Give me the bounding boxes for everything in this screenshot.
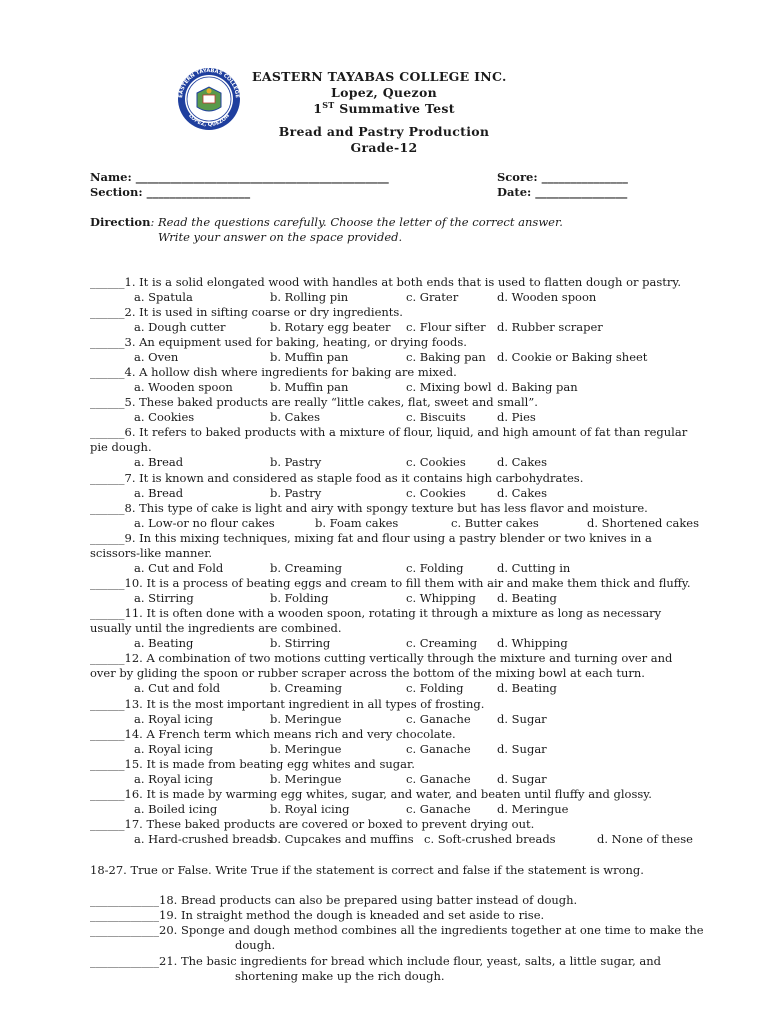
question-13-choice-a: a. Royal icing bbox=[134, 712, 214, 726]
question-15-choice-c: c. Ganache bbox=[406, 772, 471, 786]
question-10-choice-d: d. Beating bbox=[497, 591, 557, 605]
question-1-choice-a: a. Spatula bbox=[134, 290, 193, 304]
name-field[interactable]: Name: ____________________________________________ bbox=[90, 170, 389, 184]
tf-item-21-text: ____________21. The basic ingredients for bread which include flour, yeast, salts, a little sugar, and bbox=[90, 954, 662, 968]
question-12-choice-c: c. Folding bbox=[406, 681, 464, 695]
question-3-choice-d: d. Cookie or Baking sheet bbox=[497, 350, 648, 364]
question-1-choice-d: d. Wooden spoon bbox=[497, 290, 597, 304]
question-4-choice-a: a. Wooden spoon bbox=[134, 380, 233, 394]
question-15-choice-d: d. Sugar bbox=[497, 772, 547, 786]
question-4-choice-c: c. Mixing bowl bbox=[406, 380, 492, 394]
question-5-choice-c: c. Biscuits bbox=[406, 410, 466, 424]
question-2-choice-b: b. Rotary egg beater bbox=[270, 320, 391, 334]
question-16-choice-d: d. Meringue bbox=[497, 802, 569, 816]
question-5-choice-b: b. Cakes bbox=[270, 410, 321, 424]
question-5-text: ______5. These baked products are really “little cakes, flat, sweet and small”. bbox=[90, 395, 538, 409]
question-7-choice-c: c. Cookies bbox=[406, 486, 466, 500]
question-5-choice-d: d. Pies bbox=[497, 410, 536, 424]
question-2-choice-a: a. Dough cutter bbox=[134, 320, 226, 334]
question-14-choice-b: b. Meringue bbox=[270, 742, 342, 756]
question-11-choice-b: b. Stirring bbox=[270, 636, 331, 650]
question-6-choice-c: c. Cookies bbox=[406, 455, 466, 469]
question-9-choice-c: c. Folding bbox=[406, 561, 464, 575]
question-12-text: over by gliding the spoon or rubber scraper across the bottom of the mixing bowl at each turn. bbox=[90, 666, 645, 680]
question-11-choice-a: a. Beating bbox=[134, 636, 194, 650]
question-12-choice-d: d. Beating bbox=[497, 681, 557, 695]
question-10-choice-b: b. Folding bbox=[270, 591, 329, 605]
question-7-choice-d: d. Cakes bbox=[497, 486, 548, 500]
question-9-choice-b: b. Creaming bbox=[270, 561, 342, 575]
question-1-choice-c: c. Grater bbox=[406, 290, 459, 304]
question-13-text: ______13. It is the most important ingredient in all types of frosting. bbox=[90, 697, 485, 711]
question-17-choice-d: d. None of these bbox=[597, 832, 693, 846]
tf-item-18-text: ____________18. Bread products can also be prepared using batter instead of dough. bbox=[90, 893, 578, 907]
question-10-text: ______10. It is a process of beating eggs and cream to fill them with air and make them thick and fluffy. bbox=[90, 576, 691, 590]
question-10-choice-c: c. Whipping bbox=[406, 591, 476, 605]
question-3-choice-a: a. Oven bbox=[134, 350, 179, 364]
question-12-choice-a: a. Cut and fold bbox=[134, 681, 221, 695]
question-12-choice-b: b. Creaming bbox=[270, 681, 342, 695]
question-13-choice-b: b. Meringue bbox=[270, 712, 342, 726]
question-17-choice-b: b. Cupcakes and muffins bbox=[270, 832, 414, 846]
question-6-text: ______6. It refers to baked products with a mixture of flour, liquid, and high amount of fat than regular bbox=[90, 425, 688, 439]
question-5-choice-a: a. Cookies bbox=[134, 410, 195, 424]
question-16-choice-c: c. Ganache bbox=[406, 802, 471, 816]
question-14-text: ______14. A French term which means rich and very chocolate. bbox=[90, 727, 456, 741]
direction-line-1: Direction: Read the questions carefully. Choose the letter of the correct answer. bbox=[90, 215, 563, 229]
tf-item-19-text: ____________19. In straight method the dough is kneaded and set aside to rise. bbox=[90, 908, 545, 922]
question-11-choice-c: c. Creaming bbox=[406, 636, 478, 650]
question-6-text: pie dough. bbox=[90, 440, 152, 454]
question-1-text: ______1. It is a solid elongated wood with handles at both ends that is used to flatten dough or pastry. bbox=[90, 275, 682, 289]
question-15-text: ______15. It is made from beating egg whites and sugar. bbox=[90, 757, 415, 771]
question-3-choice-b: b. Muffin pan bbox=[270, 350, 349, 364]
question-7-choice-a: a. Bread bbox=[134, 486, 184, 500]
question-12-text: ______12. A combination of two motions cutting vertically through the mixture and turning over and bbox=[90, 651, 673, 665]
question-16-choice-b: b. Royal icing bbox=[270, 802, 350, 816]
question-3-choice-c: c. Baking pan bbox=[406, 350, 486, 364]
question-16-choice-a: a. Boiled icing bbox=[134, 802, 218, 816]
score-field[interactable]: Score: _______________ bbox=[497, 170, 628, 184]
tf-item-20-text: dough. bbox=[235, 938, 276, 952]
tf-item-20-text: ____________20. Sponge and dough method combines all the ingredients together at one time to make the bbox=[90, 923, 704, 937]
question-14-choice-d: d. Sugar bbox=[497, 742, 547, 756]
question-10-choice-a: a. Stirring bbox=[134, 591, 194, 605]
svg-text:LOPEZ, QUEZON: LOPEZ, QUEZON bbox=[187, 112, 231, 129]
tf-item-21-text: shortening make up the rich dough. bbox=[235, 969, 445, 983]
question-11-choice-d: d. Whipping bbox=[497, 636, 568, 650]
question-14-choice-a: a. Royal icing bbox=[134, 742, 214, 756]
question-14-choice-c: c. Ganache bbox=[406, 742, 471, 756]
question-17-text: ______17. These baked products are covered or boxed to prevent drying out. bbox=[90, 817, 535, 831]
test-title: 1ST Summative Test bbox=[313, 100, 455, 117]
question-2-choice-d: d. Rubber scraper bbox=[497, 320, 603, 334]
college-name: EASTERN TAYABAS COLLEGE INC. bbox=[252, 69, 507, 84]
question-9-choice-d: d. Cutting in bbox=[497, 561, 571, 575]
question-6-choice-d: d. Cakes bbox=[497, 455, 548, 469]
question-8-choice-a: a. Low-or no flour cakes bbox=[134, 516, 275, 530]
question-9-choice-a: a. Cut and Fold bbox=[134, 561, 224, 575]
question-7-text: ______7. It is known and considered as staple food as it contains high carbohydrates. bbox=[90, 471, 584, 485]
question-8-text: ______8. This type of cake is light and airy with spongy texture but has less flavor and moisture. bbox=[90, 501, 648, 515]
question-2-text: ______2. It is used in sifting coarse or dry ingredients. bbox=[90, 305, 403, 319]
question-3-text: ______3. An equipment used for baking, heating, or drying foods. bbox=[90, 335, 467, 349]
question-13-choice-c: c. Ganache bbox=[406, 712, 471, 726]
question-9-text: ______9. In this mixing techniques, mixing fat and flour using a pastry blender or two knives in a bbox=[90, 531, 652, 545]
question-8-choice-d: d. Shortened cakes bbox=[587, 516, 700, 530]
true-false-instruction: 18-27. True or False. Write True if the statement is correct and false if the statement is wrong. bbox=[90, 863, 644, 877]
question-1-choice-b: b. Rolling pin bbox=[270, 290, 349, 304]
question-11-text: usually until the ingredients are combined. bbox=[90, 621, 342, 635]
question-9-text: scissors-like manner. bbox=[90, 546, 213, 560]
svg-text:EASTERN TAYABAS COLLEGE: EASTERN TAYABAS COLLEGE bbox=[177, 67, 241, 99]
section-field[interactable]: Section: __________________ bbox=[90, 185, 251, 199]
question-11-text: ______11. It is often done with a wooden spoon, rotating it through a mixture as long as necessary bbox=[90, 606, 662, 620]
question-8-choice-b: b. Foam cakes bbox=[315, 516, 399, 530]
question-6-choice-a: a. Bread bbox=[134, 455, 184, 469]
question-4-text: ______4. A hollow dish where ingredients for baking are mixed. bbox=[90, 365, 457, 379]
question-15-choice-b: b. Meringue bbox=[270, 772, 342, 786]
direction-line-2: Write your answer on the space provided. bbox=[158, 230, 403, 244]
question-17-choice-a: a. Hard-crushed breads bbox=[134, 832, 273, 846]
question-4-choice-b: b. Muffin pan bbox=[270, 380, 349, 394]
question-8-choice-c: c. Butter cakes bbox=[451, 516, 539, 530]
question-7-choice-b: b. Pastry bbox=[270, 486, 322, 500]
grade-title: Grade-12 bbox=[350, 140, 418, 155]
question-4-choice-d: d. Baking pan bbox=[497, 380, 578, 394]
question-16-text: ______16. It is made by warming egg whites, sugar, and water, and beaten until fluffy and glossy. bbox=[90, 787, 652, 801]
question-2-choice-c: c. Flour sifter bbox=[406, 320, 486, 334]
question-17-choice-c: c. Soft-crushed breads bbox=[424, 832, 556, 846]
question-6-choice-b: b. Pastry bbox=[270, 455, 322, 469]
subject-title: Bread and Pastry Production bbox=[278, 124, 490, 139]
college-location: Lopez, Quezon bbox=[331, 85, 437, 100]
question-13-choice-d: d. Sugar bbox=[497, 712, 547, 726]
question-15-choice-a: a. Royal icing bbox=[134, 772, 214, 786]
date-field[interactable]: Date: ________________ bbox=[497, 185, 628, 199]
